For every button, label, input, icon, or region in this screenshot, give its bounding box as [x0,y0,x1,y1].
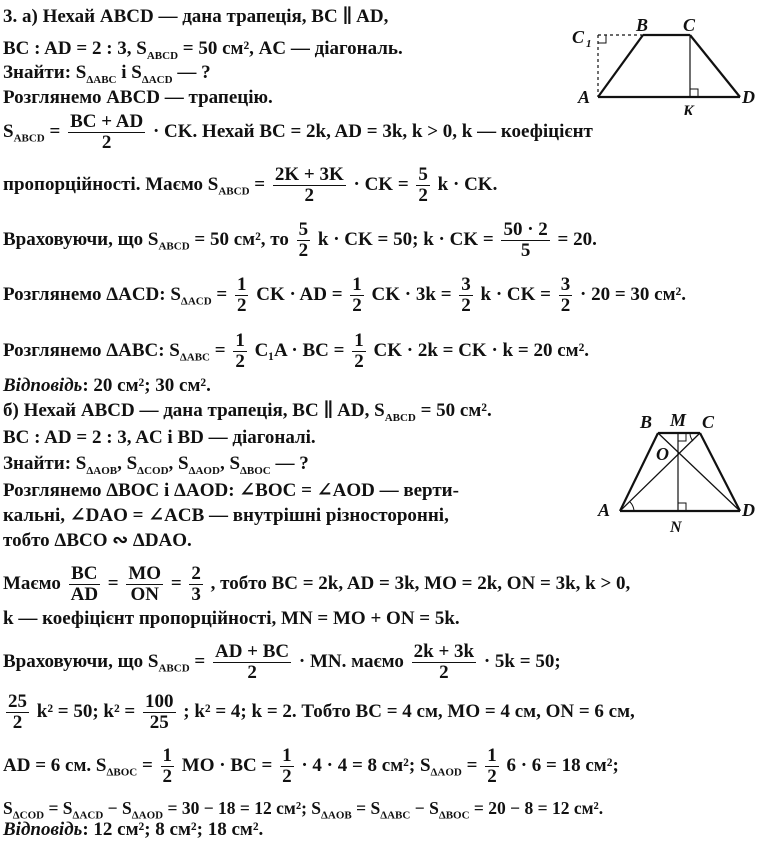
trapezoid-figure-b [590,408,770,538]
fraction: $\frac{1}{2}$ [162,745,173,787]
fraction: $\frac{1}{2}$ [352,274,362,316]
right-angle-K [690,89,698,97]
part-b-line-11: AD = 6 см. $S_{\Delta BOC}$ = $\frac{1}{2}$ MO · BC = $\frac{1}{2}$ · 4 · 4 = 8 см²; $S_{\Delta AOD}$ = $\frac{1}{2}$ 6 · 6 = 18 см²; [3,745,619,787]
part-a-line-4: Розглянемо ABCD — трапецію. [3,87,273,108]
label-A: A [598,500,611,520]
label-D: D [742,500,755,520]
part-a-line-6: пропорційності. Маємо $S_{ABCD}$ = $\frac{2K + 3K}{2}$ · CK = $\frac{5}{2}$ k · CK. [3,164,498,206]
part-b-line-6: тобто ΔBCO ∾ ΔDAO. [3,530,192,551]
fraction: $\frac{MO}{ON}$ [128,563,162,605]
part-b-line-7: Маємо $\frac{BC}{AD}$ = $\frac{MO}{ON}$ = $\frac{2}{3}$ , тобто BC = 2k, AD = 3k, MO = 2k, ON = 3k, k > 0, [3,563,631,605]
part-a-line-5: $S_{ABCD}$ = $\frac{BC + AD}{2}$ · CK. Нехай BC = 2k, AD = 3k, k > 0, k — коефіцієнт [3,111,593,153]
fraction: $\frac{2k + 3k}{2}$ [413,641,475,683]
label-N: N [670,519,682,536]
right-angle-M [678,433,686,441]
label-A: A [578,87,591,107]
label-M: M [670,410,687,430]
part-a-line-8: Розглянемо ΔACD: $S_{\Delta ACD}$ = $\frac{1}{2}$ CK · AD = $\frac{1}{2}$ CK · 3k = $\frac{3}{2}$ k · CK = $\frac{3}{2}$ · 20 = 30 см². [3,274,686,316]
part-a-line-1: 3. а) Нехай ABCD — дана трапеція, BC ∥ AD, [3,6,389,27]
label-B: B [640,412,653,432]
part-b-line-10: $\frac{25}{2}$ k² = 50; k² = $\frac{100}{25}$ ; k² = 4; k = 2. Тобто BC = 4 см, MO = 4 см, ON = 6 см, [8,691,635,733]
edge-AB [598,35,643,97]
fraction: $\frac{1}{2}$ [235,330,245,372]
part-b-line-4: Розглянемо ΔBOC і ΔAOD: ∠BOC = ∠AOD — верти- [3,480,459,501]
label-O: O [656,444,669,464]
diagonal-BD [658,433,740,511]
part-b-line-5: кальні, ∠DAO = ∠ACB — внутрішні різносторонні, [3,505,449,526]
label-D: D [742,87,755,107]
right-angle-C1 [598,35,606,43]
fraction: $\frac{2K + 3K}{2}$ [274,164,344,206]
part-a-line-7: Враховуючи, що $S_{ABCD} = 50$ см², то $\frac{5}{2}$ k · CK = 50; k · CK = $\frac{50 \cdot 2}{5}$ = 20. [3,219,597,261]
fraction: $\frac{1}{2}$ [354,330,364,372]
part-b-line-1: б) Нехай ABCD — дана трапеція, BC ∥ AD, $S_{ABCD} = 50$ см². [3,400,492,424]
angle-mark-C [690,433,693,441]
label-C: C [683,15,696,35]
fraction: $\frac{1}{2}$ [487,745,497,787]
label-B: B [636,15,649,35]
fraction: $\frac{1}{2}$ [236,274,247,316]
part-a-line-2: BC : AD = 2 : 3, $S_{ABCD} = 50$ см², AC — діагональ. [3,38,403,62]
fraction: $\frac{25}{2}$ [8,691,27,733]
fraction: $\frac{3}{2}$ [461,274,471,316]
fraction: $\frac{5}{2}$ [418,164,428,206]
part-b-line-9: Враховуючи, що $S_{ABCD}$ = $\frac{AD + BC}{2}$ · MN. маємо $\frac{2k + 3k}{2}$ · 5k = 50; [3,641,561,683]
part-a-line-9: Розглянемо ΔABC: $S_{\Delta ABC}$ = $\frac{1}{2}$ C₁A · BC = $\frac{1}{2}$ CK · 2k = CK · k = 20 см². [3,330,590,372]
label-C: C [702,412,715,432]
fraction: $\frac{1}{2}$ [282,745,292,787]
label-C1: C [572,27,585,47]
edge-AB [620,433,658,511]
part-a-line-3: Знайти: $S_{\Delta ABC}$ і $S_{\Delta ACD}$ — ? [3,62,211,86]
label-K: K [683,103,694,115]
fraction: $\frac{3}{2}$ [560,274,571,316]
fraction: $\frac{5}{2}$ [298,219,309,261]
fraction: $\frac{BC + AD}{2}$ [70,111,144,153]
label-C1-sub: 1 [586,38,592,50]
right-angle-N [678,503,686,511]
part-b-line-3: Знайти: $S_{\Delta AOB}$, $S_{\Delta COD}$, $S_{\Delta AOD}$, $S_{\Delta BOC}$ — ? [3,453,309,477]
fraction: $\frac{2}{3}$ [191,563,201,605]
fraction: $\frac{BC}{AD}$ [70,563,99,605]
edge-CD [690,35,740,97]
fraction: $\frac{100}{25}$ [145,691,174,733]
part-b-line-2: BC : AD = 2 : 3, AC і BD — діагоналі. [3,427,316,448]
part-b-answer: Відповідь: 12 см²; 8 см²; 18 см². [3,819,264,840]
fraction: $\frac{50 \cdot 2}{5}$ [503,219,548,261]
trapezoid-figure-a [570,15,775,115]
part-a-answer: Відповідь: 20 см²; 30 см². [3,375,211,396]
part-b-line-12: $S_{\Delta COD} = S_{\Delta ACD} - S_{\Delta AOD} = 30 - 18 = 12$ см²; $S_{\Delta AOB} = S_{\Delta ABC} - S_{\Delta BOC} = 20 - 8 = 12$ см². [3,798,604,822]
edge-CD [700,433,740,511]
angle-mark-A [630,502,634,511]
part-b-line-8: k — коефіцієнт пропорційності, MN = MO + ON = 5k. [3,608,460,629]
fraction: $\frac{AD + BC}{2}$ [214,641,290,683]
